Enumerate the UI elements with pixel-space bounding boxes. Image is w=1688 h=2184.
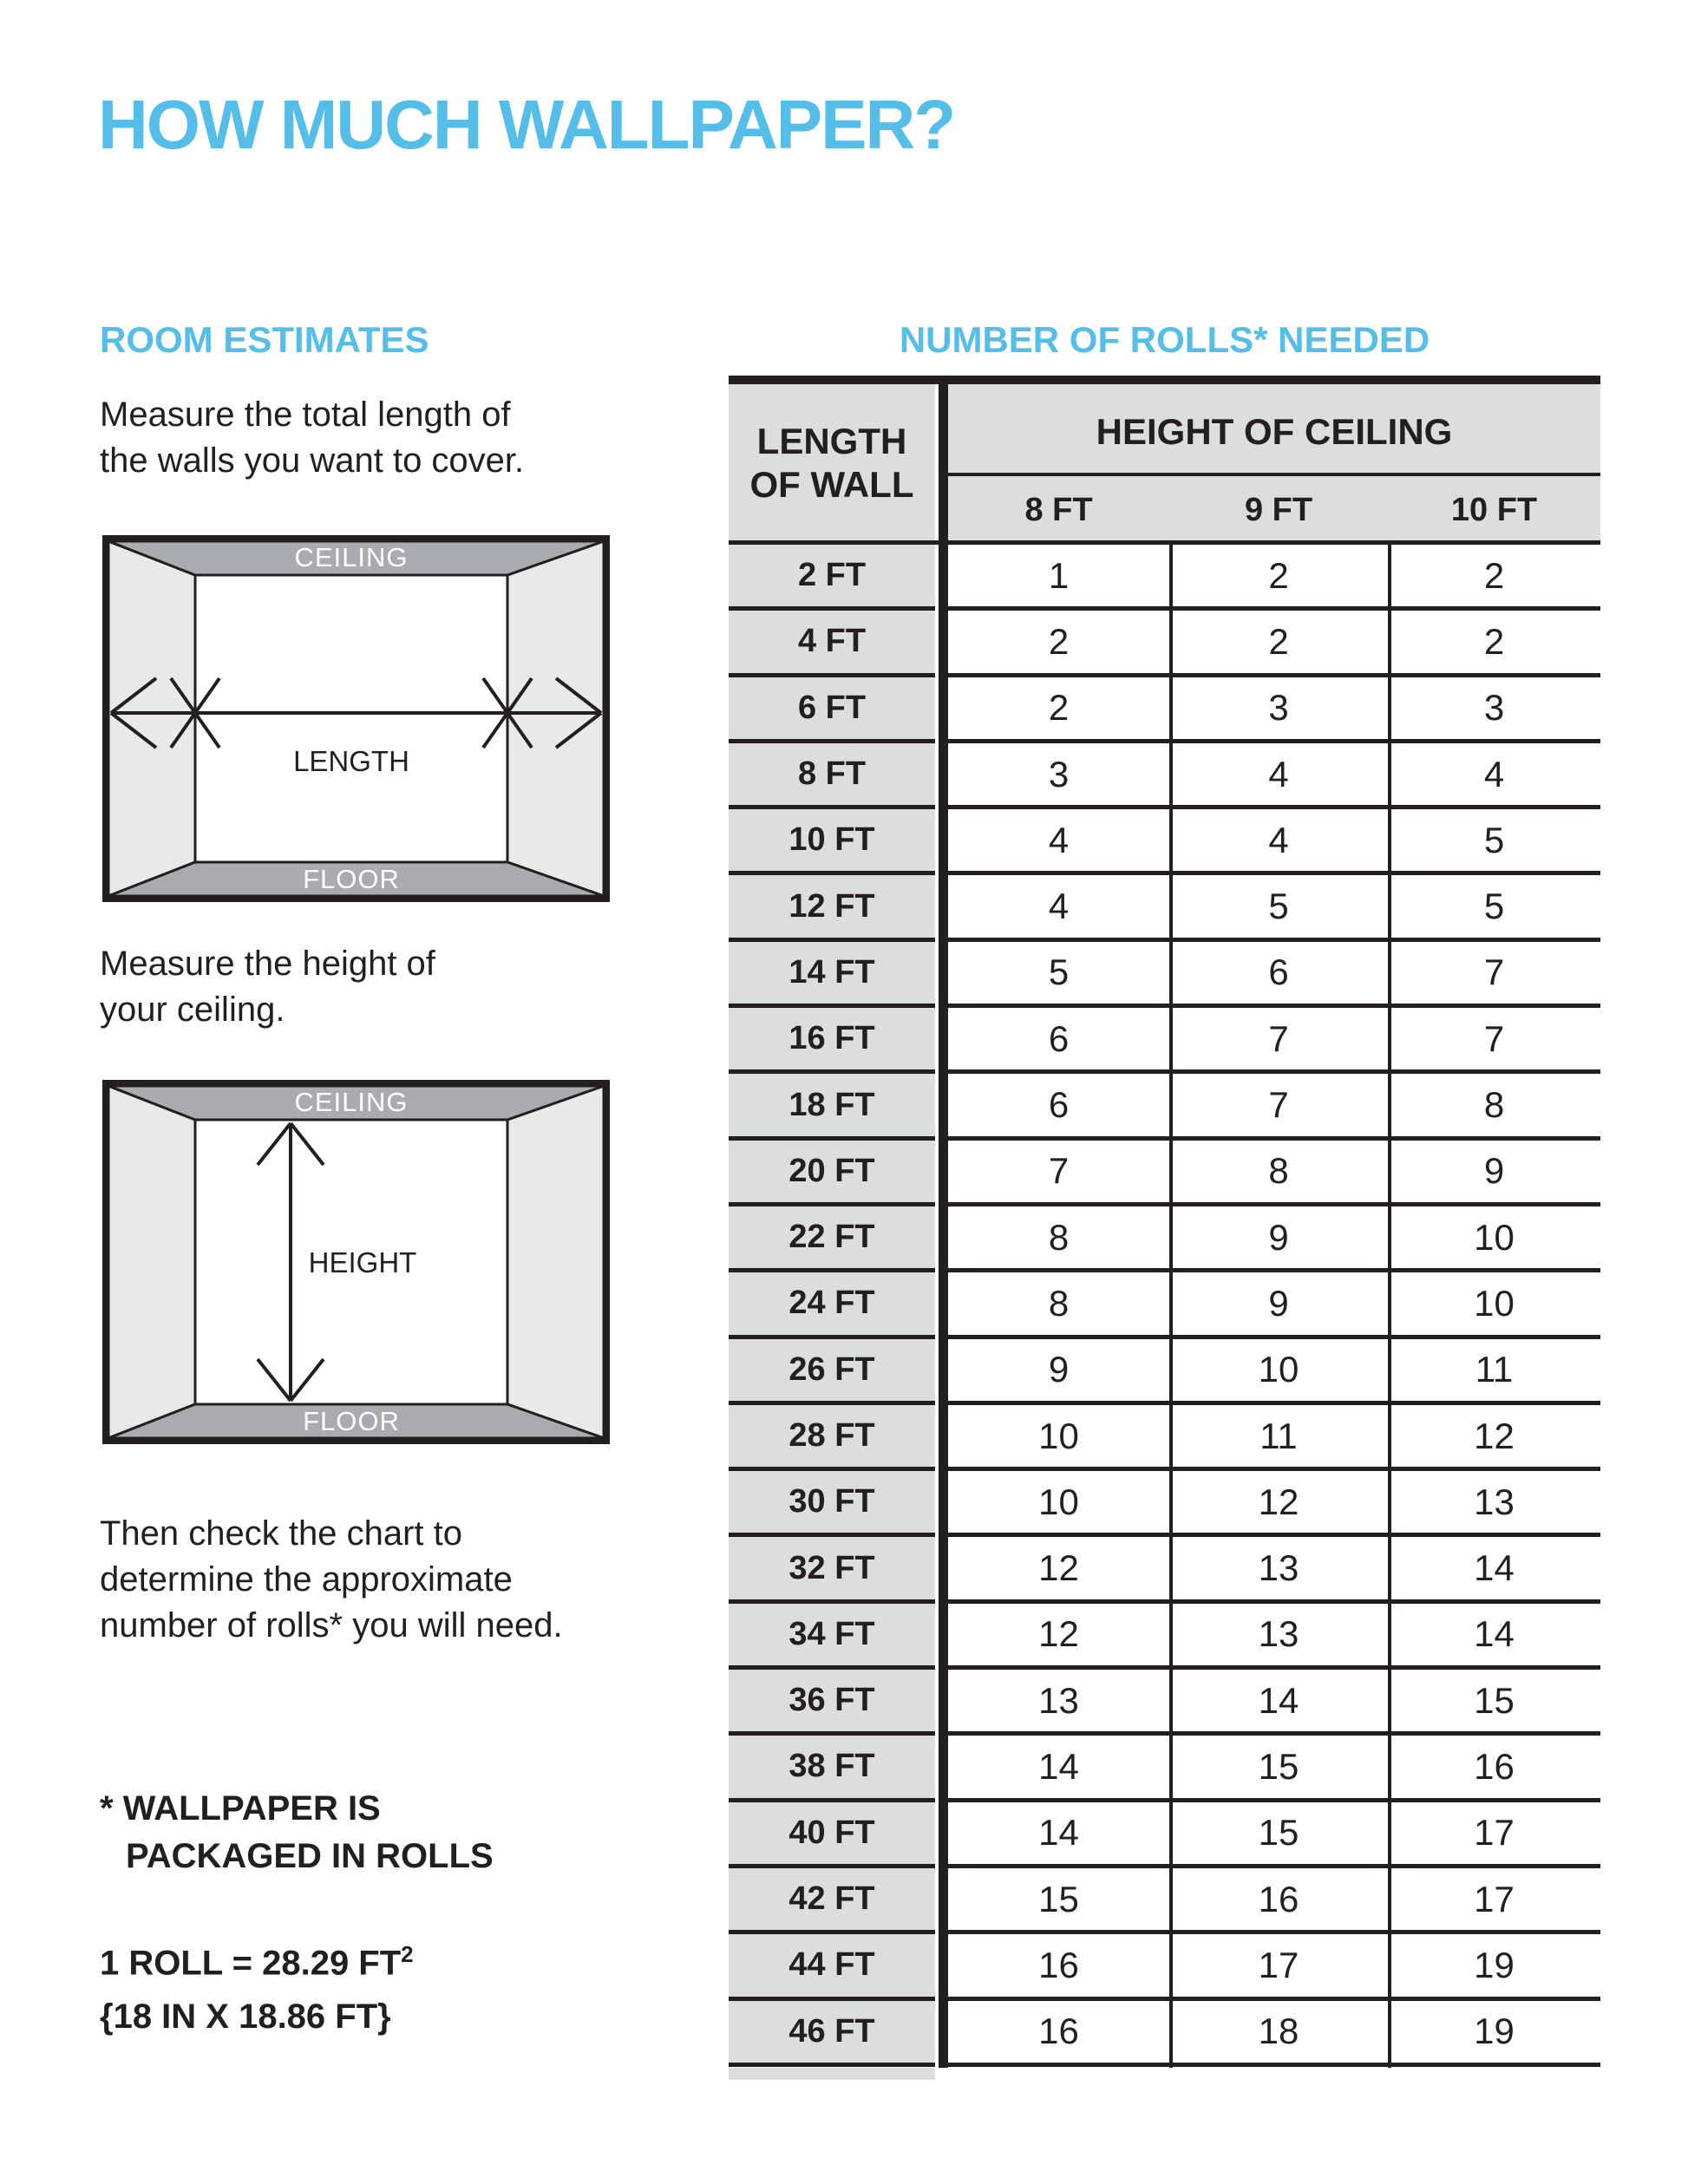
footnote-line2: PACKAGED IN ROLLS (126, 1837, 494, 1875)
row-length-label: 44 FT (729, 1934, 935, 2000)
cell-9ft: 2 (1268, 554, 1289, 596)
row-length-label: 2 FT (729, 545, 935, 611)
roll-spec (100, 1927, 414, 2043)
step3-line2: determine the approximate (100, 1560, 513, 1599)
row-data (948, 1868, 1600, 1934)
column-headers (948, 489, 1600, 531)
table-row (729, 942, 1600, 1008)
cell-9ft: 18 (1258, 2011, 1299, 2052)
table-row (729, 677, 1600, 743)
cell-9ft: 2 (1268, 620, 1289, 662)
row-length-label: 42 FT (729, 1868, 935, 1934)
cell-9ft: 14 (1258, 1679, 1299, 1721)
row-data (948, 1339, 1600, 1405)
row-data (948, 942, 1600, 1008)
cell-9ft: 12 (1258, 1481, 1299, 1522)
cell-8ft: 12 (1038, 1613, 1079, 1655)
row-header-column-stub (729, 2068, 935, 2080)
cell-10ft: 14 (1474, 1547, 1515, 1589)
row-data (948, 611, 1600, 677)
table-main-divider (939, 376, 948, 2068)
step1-line2: the walls you want to cover. (100, 441, 525, 480)
right-wall-panel (507, 1086, 604, 1438)
cell-8ft: 16 (1038, 2011, 1079, 2052)
cell-9ft: 15 (1258, 1745, 1299, 1787)
cell-9ft: 8 (1268, 1150, 1289, 1192)
step3-text (100, 1511, 563, 1649)
row-length-label: 38 FT (729, 1736, 935, 1801)
table-rows (729, 545, 1600, 2067)
row-header-line2: OF WALL (749, 464, 914, 505)
cell-9ft: 9 (1268, 1216, 1289, 1258)
right-wall-panel (507, 541, 604, 896)
cell-8ft: 14 (1038, 1812, 1079, 1854)
table-row (729, 1802, 1600, 1868)
row-length-label: 46 FT (729, 2001, 935, 2067)
table-row (729, 743, 1600, 809)
cell-10ft: 4 (1483, 753, 1505, 794)
cell-9ft: 7 (1268, 1084, 1289, 1126)
cell-10ft: 9 (1483, 1150, 1505, 1192)
cell-10ft: 10 (1474, 1216, 1515, 1258)
step2-line2: your ceiling. (100, 991, 285, 1029)
cell-9ft: 5 (1268, 886, 1289, 927)
cell-10ft: 17 (1474, 1812, 1515, 1854)
row-length-label: 14 FT (729, 942, 935, 1008)
length-label: LENGTH (293, 745, 409, 777)
table-row (729, 809, 1600, 875)
footnote-line1: * WALLPAPER IS (100, 1789, 381, 1828)
cell-8ft: 4 (1048, 819, 1070, 860)
cell-8ft: 5 (1048, 951, 1070, 993)
cell-10ft: 13 (1474, 1481, 1515, 1522)
cell-10ft: 7 (1483, 1017, 1505, 1059)
table-row (729, 1206, 1600, 1272)
row-data (948, 1736, 1600, 1801)
cell-8ft: 14 (1038, 1745, 1079, 1787)
cell-8ft: 16 (1038, 1944, 1079, 1985)
table-row (729, 1934, 1600, 2000)
row-data (948, 1802, 1600, 1868)
row-data (948, 1537, 1600, 1603)
table-row (729, 545, 1600, 611)
step3-line1: Then check the chart to (100, 1514, 463, 1553)
table-row (729, 1670, 1600, 1736)
height-label: HEIGHT (308, 1246, 417, 1278)
row-data (948, 1206, 1600, 1272)
row-header (729, 420, 935, 507)
row-length-label: 32 FT (729, 1537, 935, 1603)
table-row (729, 1272, 1600, 1338)
cell-10ft: 5 (1483, 886, 1505, 927)
table-row (729, 1537, 1600, 1603)
row-length-label: 4 FT (729, 611, 935, 677)
table-row (729, 1471, 1600, 1537)
row-length-label: 30 FT (729, 1471, 935, 1537)
row-data (948, 1008, 1600, 1074)
row-data (948, 875, 1600, 941)
row-data (948, 2001, 1600, 2067)
cell-9ft: 4 (1268, 819, 1289, 860)
cell-8ft: 15 (1038, 1878, 1079, 1919)
row-length-label: 40 FT (729, 1802, 935, 1868)
cell-8ft: 10 (1038, 1415, 1079, 1456)
table-row (729, 1141, 1600, 1206)
rolls-needed-heading: NUMBER OF ROLLS* NEEDED (899, 319, 1430, 360)
row-data (948, 743, 1600, 809)
row-length-label: 12 FT (729, 875, 935, 941)
cell-9ft: 3 (1268, 687, 1289, 729)
cell-9ft: 11 (1259, 1415, 1298, 1456)
step1-line1: Measure the total length of (100, 396, 511, 434)
roll-dimensions: {18 IN X 18.86 FT} (100, 1998, 391, 2037)
column-divider-1 (1169, 545, 1173, 2068)
row-data (948, 809, 1600, 875)
cell-10ft: 7 (1483, 951, 1505, 993)
cell-10ft: 19 (1474, 1944, 1515, 1985)
cell-8ft: 6 (1048, 1084, 1070, 1126)
cell-8ft: 1 (1048, 554, 1070, 596)
floor-label: FLOOR (303, 1406, 400, 1436)
room-length-diagram (102, 535, 610, 902)
floor-label: FLOOR (303, 864, 400, 894)
cell-9ft: 4 (1268, 753, 1289, 794)
table-row (729, 611, 1600, 677)
cell-8ft: 8 (1048, 1216, 1070, 1258)
cell-10ft: 10 (1474, 1282, 1515, 1324)
room-height-diagram (102, 1080, 610, 1444)
table-row (729, 1008, 1600, 1074)
cell-9ft: 15 (1258, 1812, 1299, 1854)
cell-9ft: 13 (1258, 1547, 1299, 1589)
roll-equation (100, 1927, 414, 1990)
row-length-label: 24 FT (729, 1272, 935, 1338)
row-length-label: 18 FT (729, 1074, 935, 1140)
subheader-divider-line (948, 473, 1600, 476)
table-row (729, 875, 1600, 941)
cell-10ft: 2 (1483, 554, 1505, 596)
roll-equation-text: 1 ROLL = 28.29 FT (100, 1944, 402, 1983)
cell-8ft: 13 (1038, 1679, 1079, 1721)
column-divider-2 (1388, 545, 1391, 2068)
table-top-border (729, 376, 1600, 384)
row-length-label: 16 FT (729, 1008, 935, 1074)
cell-9ft: 9 (1268, 1282, 1289, 1324)
left-wall-panel (108, 541, 195, 896)
cell-8ft: 10 (1038, 1481, 1079, 1522)
cell-10ft: 8 (1483, 1084, 1505, 1126)
row-data (948, 677, 1600, 743)
cell-10ft: 14 (1474, 1613, 1515, 1655)
row-data (948, 1074, 1600, 1140)
rolls-footnote (100, 1785, 494, 1880)
row-data (948, 545, 1600, 611)
row-length-label: 36 FT (729, 1670, 935, 1736)
cell-9ft: 13 (1258, 1613, 1299, 1655)
row-data (948, 1141, 1600, 1206)
cell-8ft: 6 (1048, 1017, 1070, 1059)
table-row (729, 1074, 1600, 1140)
cell-8ft: 2 (1048, 687, 1070, 729)
cell-9ft: 16 (1258, 1878, 1299, 1919)
cell-10ft: 12 (1474, 1415, 1515, 1456)
table-row (729, 1339, 1600, 1405)
step2-line1: Measure the height of (100, 945, 435, 983)
column-header-8ft: 8 FT (1024, 491, 1093, 528)
cell-10ft: 19 (1474, 2011, 1515, 2052)
column-header-10ft: 10 FT (1450, 491, 1538, 528)
row-data (948, 1405, 1600, 1471)
row-length-label: 8 FT (729, 743, 935, 809)
cell-10ft: 17 (1474, 1878, 1515, 1919)
row-header-line1: LENGTH (756, 421, 907, 461)
step1-text (100, 392, 524, 484)
ceiling-label: CEILING (294, 542, 409, 572)
column-header-9ft: 9 FT (1244, 491, 1313, 528)
page-title: HOW MUCH WALLPAPER? (98, 86, 955, 163)
cell-8ft: 2 (1048, 620, 1070, 662)
cell-10ft: 16 (1474, 1745, 1515, 1787)
row-length-label: 26 FT (729, 1339, 935, 1405)
row-length-label: 10 FT (729, 809, 935, 875)
group-header: HEIGHT OF CEILING (1096, 411, 1453, 452)
row-length-label: 28 FT (729, 1405, 935, 1471)
room-estimates-heading: ROOM ESTIMATES (100, 319, 429, 360)
cell-10ft: 11 (1475, 1349, 1514, 1390)
cell-8ft: 12 (1038, 1547, 1079, 1589)
back-wall-panel (195, 575, 507, 862)
roll-equation-exponent: 2 (401, 1941, 414, 1967)
cell-9ft: 17 (1258, 1944, 1299, 1985)
row-length-label: 22 FT (729, 1206, 935, 1272)
table-row (729, 1405, 1600, 1471)
table-row (729, 2001, 1600, 2067)
table-row (729, 1736, 1600, 1801)
cell-8ft: 4 (1048, 886, 1070, 927)
row-length-label: 20 FT (729, 1141, 935, 1206)
row-data (948, 1670, 1600, 1736)
row-data (948, 1934, 1600, 2000)
row-data (948, 1604, 1600, 1670)
cell-10ft: 15 (1474, 1679, 1515, 1721)
step2-text (100, 941, 435, 1033)
table-row (729, 1868, 1600, 1934)
row-length-label: 6 FT (729, 677, 935, 743)
table-row (729, 1604, 1600, 1670)
cell-8ft: 9 (1048, 1349, 1070, 1390)
row-length-label: 34 FT (729, 1604, 935, 1670)
cell-9ft: 6 (1268, 951, 1289, 993)
ceiling-label: CEILING (294, 1087, 409, 1117)
cell-10ft: 5 (1483, 819, 1505, 860)
row-data (948, 1272, 1600, 1338)
cell-10ft: 2 (1483, 620, 1505, 662)
cell-8ft: 8 (1048, 1282, 1070, 1324)
row-data (948, 1471, 1600, 1537)
cell-8ft: 3 (1048, 753, 1070, 794)
cell-9ft: 7 (1268, 1017, 1289, 1059)
step3-line3: number of rolls* you will need. (100, 1606, 563, 1645)
cell-10ft: 3 (1483, 687, 1505, 729)
left-wall-panel (108, 1086, 195, 1438)
cell-8ft: 7 (1048, 1150, 1070, 1192)
cell-9ft: 10 (1258, 1349, 1299, 1390)
